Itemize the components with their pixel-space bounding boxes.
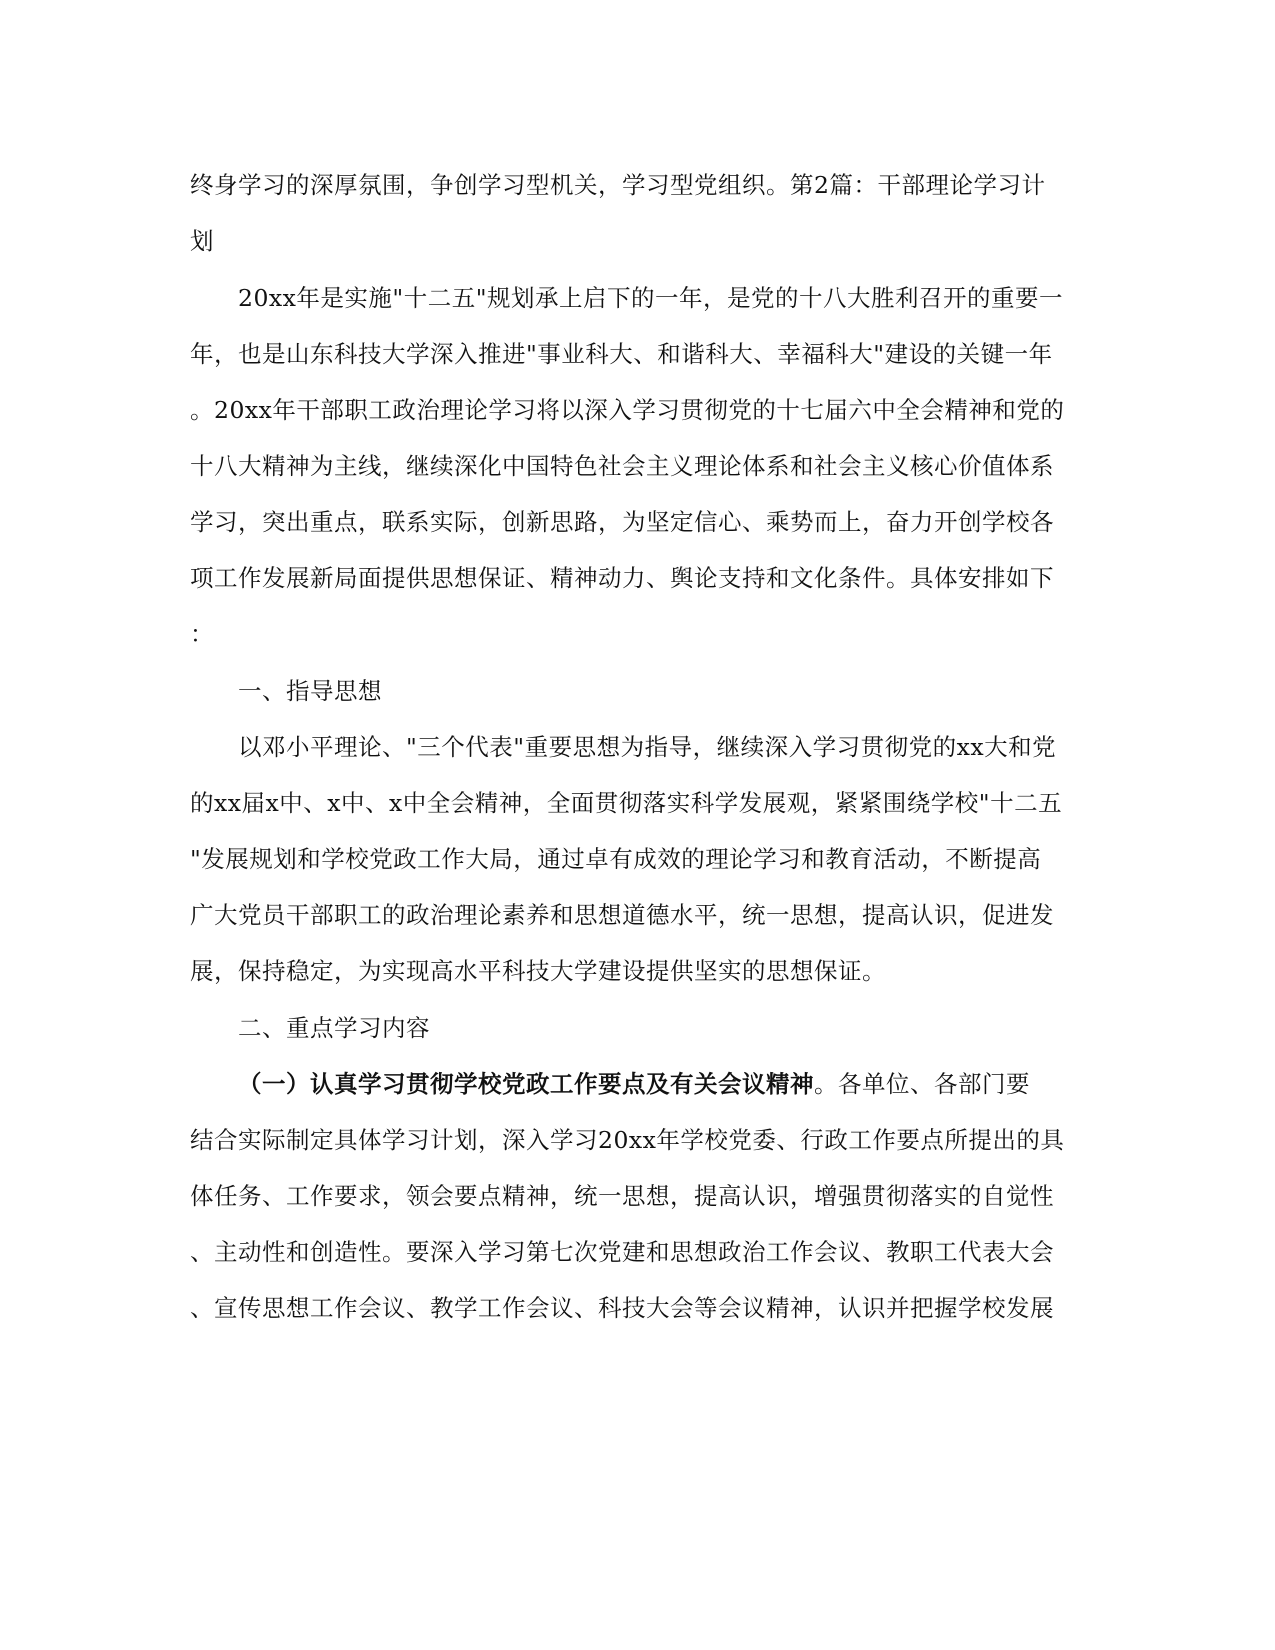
section-heading: 二、重点学习内容	[238, 1014, 430, 1042]
text-line: 学习，突出重点，联系实际，创新思路，为坚定信心、乘势而上，奋力开创学校各	[190, 508, 1054, 536]
text-line: 体任务、工作要求，领会要点精神，统一思想，提高认识，增强贯彻落实的自觉性	[190, 1182, 1054, 1210]
text-line: 终身学习的深厚氛围，争创学习型机关，学习型党组织。第2篇：干部理论学习计	[190, 171, 1046, 199]
text-line: 。20xx年干部职工政治理论学习将以深入学习贯彻党的十七届六中全会精神和党的	[190, 396, 1065, 424]
text-line: 以邓小平理论、"三个代表"重要思想为指导，继续深入学习贯彻党的xx大和党	[238, 733, 1057, 761]
subsection-paragraph-start	[238, 1064, 1090, 1104]
text-line: 十八大精神为主线，继续深化中国特色社会主义理论体系和社会主义核心价值体系	[190, 452, 1054, 480]
text-line: 广大党员干部职工的政治理论素养和思想道德水平，统一思想，提高认识，促进发	[190, 901, 1054, 929]
subsection-heading-tail: 。各单位、各部门要	[814, 1070, 1030, 1098]
text-line: 结合实际制定具体学习计划，深入学习20xx年学校党委、行政工作要点所提出的具	[190, 1126, 1065, 1154]
text-line: 项工作发展新局面提供思想保证、精神动力、舆论支持和文化条件。具体安排如下	[190, 564, 1054, 592]
subsection-heading: （一）认真学习贯彻学校党政工作要点及有关会议精神	[238, 1070, 814, 1098]
text-line: 划	[190, 227, 214, 255]
text-line: 20xx年是实施"十二五"规划承上启下的一年，是党的十八大胜利召开的重要一	[238, 284, 1064, 312]
text-line: 年，也是山东科技大学深入推进"事业科大、和谐科大、幸福科大"建设的关键一年	[190, 340, 1053, 368]
section-heading: 一、指导思想	[238, 677, 382, 705]
text-line: 的xx届x中、x中、x中全会精神，全面贯彻落实科学发展观，紧紧围绕学校"十二五	[190, 789, 1063, 817]
text-line: 、宣传思想工作会议、教学工作会议、科技大会等会议精神，认识并把握学校发展	[190, 1294, 1054, 1322]
text-line: 展，保持稳定，为实现高水平科技大学建设提供坚实的思想保证。	[190, 957, 886, 985]
text-line: ：	[190, 620, 214, 648]
text-line: "发展规划和学校党政工作大局，通过卓有成效的理论学习和教育活动，不断提高	[190, 845, 1042, 873]
text-line: 、主动性和创造性。要深入学习第七次党建和思想政治工作会议、教职工代表大会	[190, 1238, 1054, 1266]
